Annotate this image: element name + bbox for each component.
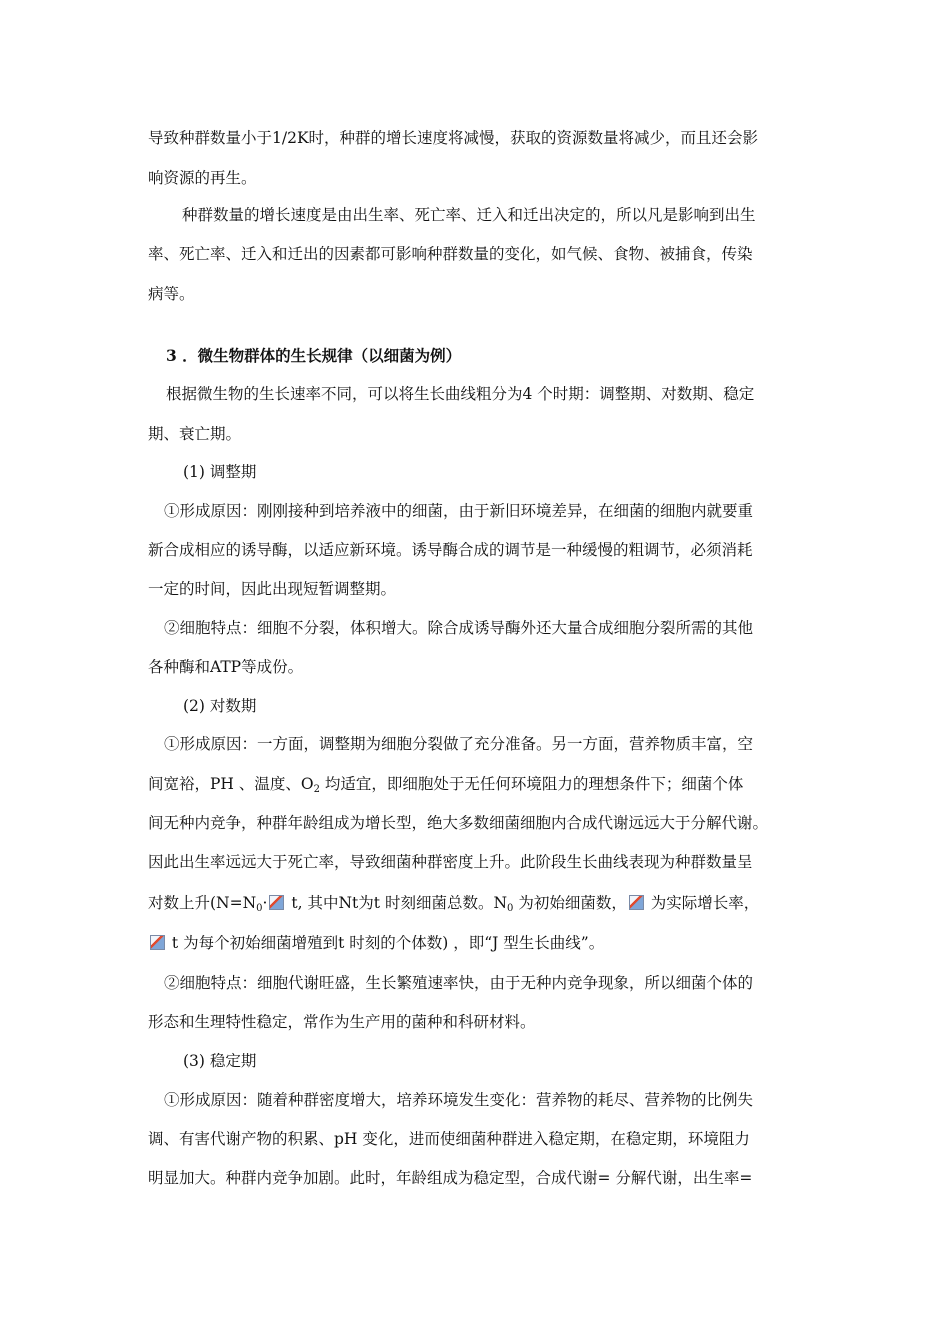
paragraph-line: 各种酶和ATP等成份。: [148, 658, 304, 676]
subscript: 0: [507, 903, 514, 914]
line-text: 为初始细菌数，: [513, 894, 627, 912]
line-text: 间宽裕，PH 、温度、O: [148, 775, 314, 793]
broken-image-icon: [150, 935, 165, 950]
paragraph-line: 病等。: [148, 285, 195, 303]
subsection-heading: (3) 稳定期: [183, 1052, 257, 1070]
paragraph-line: 根据微生物的生长速率不同，可以将生长曲线粗分为4 个时期：调整期、对数期、稳定: [166, 385, 755, 403]
paragraph-line: [148, 774, 743, 794]
paragraph-line: 率、死亡率、迁入和迁出的因素都可影响种群数量的变化，如气候、食物、被捕食，传染: [148, 245, 753, 263]
paragraph-line: ②细胞特点：细胞代谢旺盛，生长繁殖速率快，由于无种内竞争现象，所以细菌个体的: [164, 974, 754, 992]
line-text: t 为每个初始细菌增殖到t 时刻的个体数) ，即“J 型生长曲线”。: [167, 934, 605, 952]
paragraph-line: 导致种群数量小于1/2K时，种群的增长速度将减慢，获取的资源数量将减少，而且还会影: [148, 129, 759, 147]
paragraph-line: [148, 933, 604, 953]
paragraph-line: 响资源的再生。: [148, 169, 257, 187]
line-text: t, 其中Nt为t 时刻细菌总数。N: [286, 894, 508, 912]
paragraph-line: 形态和生理特性稳定，常作为生产用的菌种和科研材料。: [148, 1013, 536, 1031]
line-text: 为实际增长率，: [645, 894, 760, 912]
paragraph-line: [148, 893, 759, 913]
broken-image-icon: [269, 895, 284, 910]
paragraph-line: ②细胞特点：细胞不分裂，体积增大。除合成诱导酶外还大量合成细胞分裂所需的其他: [164, 619, 754, 637]
broken-image-icon: [629, 895, 644, 910]
paragraph-line: 期、衰亡期。: [148, 425, 242, 443]
paragraph-line: ①形成原因：刚刚接种到培养液中的细菌，由于新旧环境差异，在细菌的细胞内就要重: [164, 502, 754, 520]
paragraph-line: 明显加大。种群内竞争加剧。此时，年龄组成为稳定型，合成代谢= 分解代谢，出生率=: [148, 1169, 753, 1187]
paragraph-line: ①形成原因：一方面，调整期为细胞分裂做了充分准备。另一方面，营养物质丰富，空: [164, 735, 754, 753]
line-text: 均适宜，即细胞处于无任何环境阻力的理想条件下；细菌个体: [319, 775, 744, 793]
paragraph-line: ①形成原因：随着种群密度增大，培养环境发生变化：营养物的耗尽、营养物的比例失: [164, 1091, 754, 1109]
subscript: 2: [313, 784, 320, 795]
paragraph-line: 间无种内竞争，种群年龄组成为增长型，绝大多数细菌细胞内合成代谢远远大于分解代谢。: [148, 814, 769, 832]
paragraph-line: 一定的时间，因此出现短暂调整期。: [148, 580, 397, 598]
paragraph-line: 调、有害代谢产物的积累、pH 变化，进而使细菌种群进入稳定期，在稳定期，环境阻力: [148, 1130, 750, 1148]
line-text: ·: [262, 894, 268, 912]
paragraph-line: 种群数量的增长速度是由出生率、死亡率、迁入和迁出决定的，所以凡是影响到出生: [182, 206, 756, 224]
subscript: 0: [256, 903, 263, 914]
paragraph-line: 新合成相应的诱导酶，以适应新环境。诱导酶合成的调节是一种缓慢的粗调节，必须消耗: [148, 541, 753, 559]
subsection-heading: (2) 对数期: [183, 697, 257, 715]
section-heading: 3 ．微生物群体的生长规律（以细菌为例）: [166, 346, 462, 365]
subsection-heading: (1) 调整期: [183, 463, 257, 481]
paragraph-line: 因此出生率远远大于死亡率，导致细菌种群密度上升。此阶段生长曲线表现为种群数量呈: [148, 853, 753, 871]
line-text: 对数上升(N=N: [148, 894, 257, 912]
